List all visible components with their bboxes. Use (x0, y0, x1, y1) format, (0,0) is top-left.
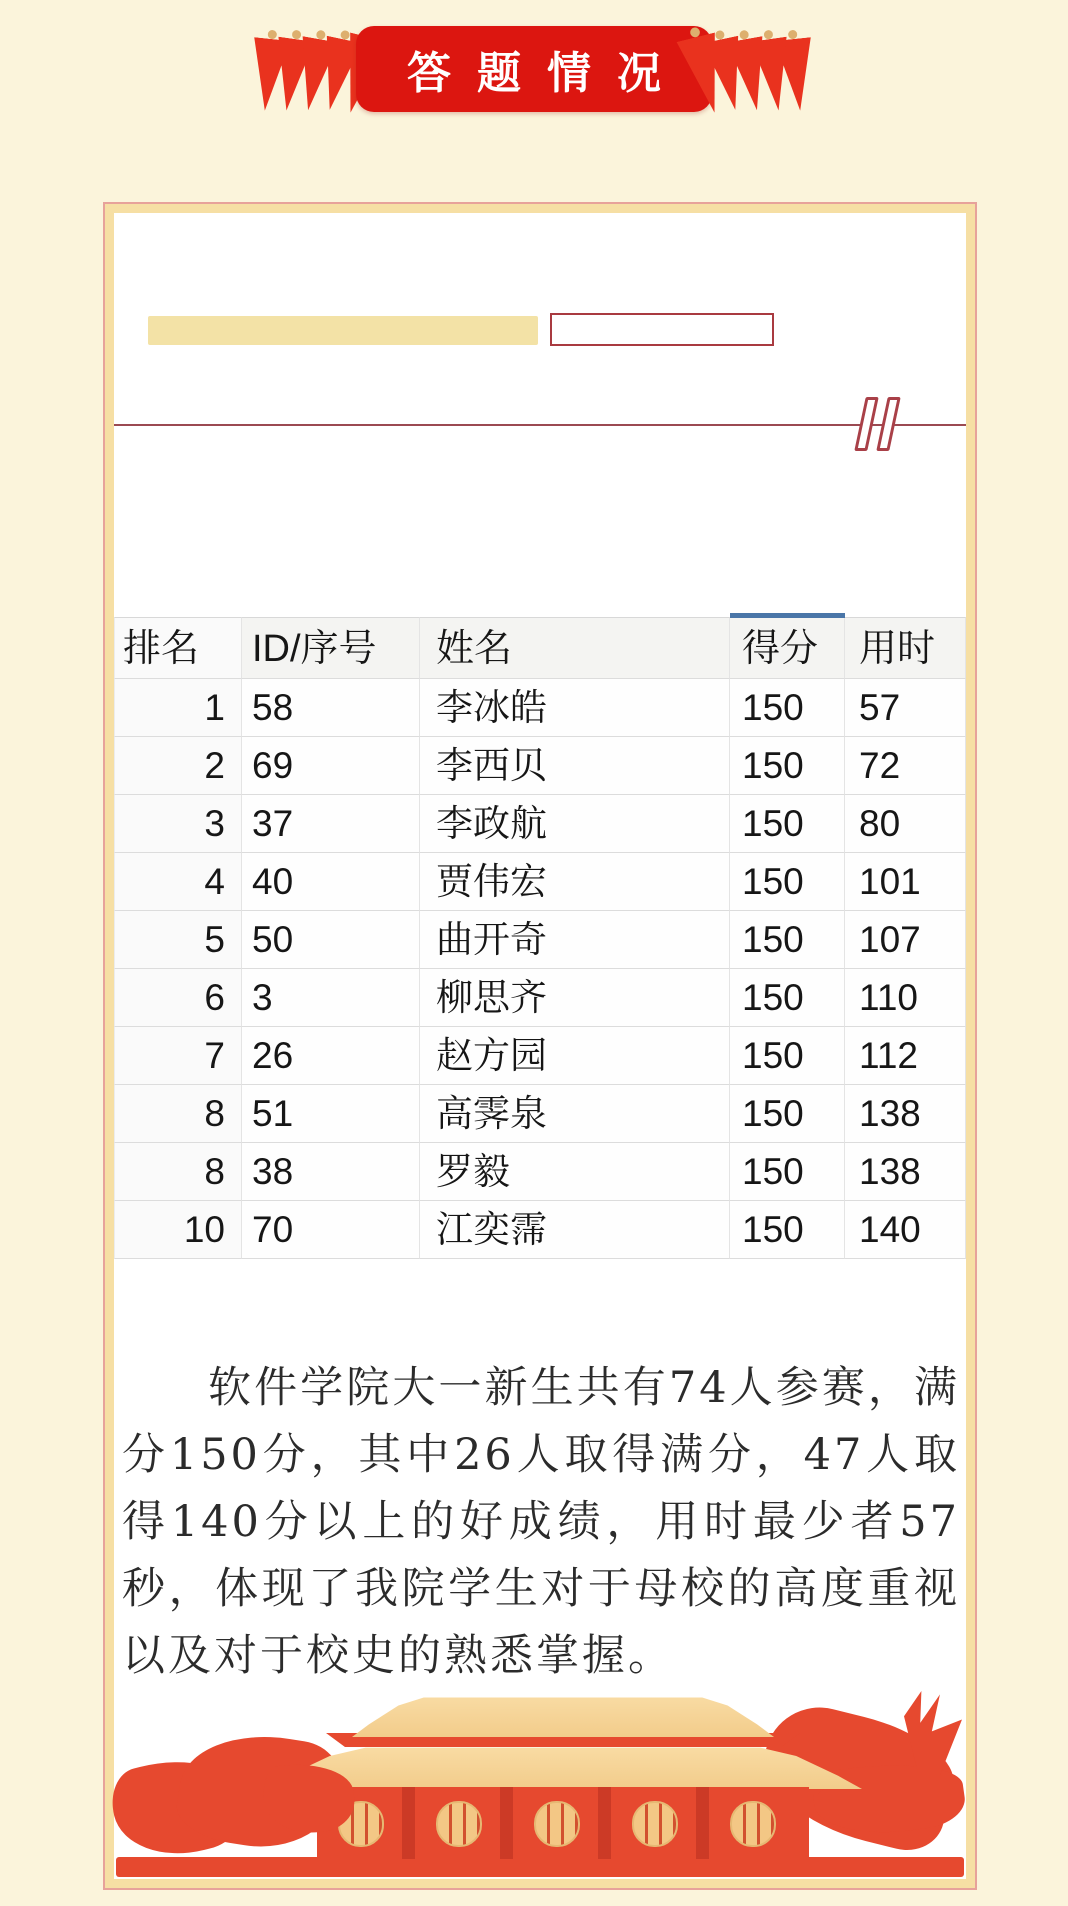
id-cell: 3 (242, 969, 420, 1027)
name-cell: 赵方园 (420, 1027, 730, 1085)
lantern-icon (730, 1801, 776, 1847)
table-row (114, 969, 966, 1027)
table-header-row (114, 617, 966, 679)
rank-cell: 8 (114, 1085, 242, 1143)
table-row (114, 679, 966, 737)
score-cell: 150 (730, 853, 845, 911)
rank-cell: 1 (114, 679, 242, 737)
time-cell: 140 (845, 1201, 966, 1259)
score-cell: 150 (730, 969, 845, 1027)
section-divider-line (114, 424, 966, 426)
pilaster (598, 1787, 611, 1859)
time-cell: 72 (845, 737, 966, 795)
rank-cell: 2 (114, 737, 242, 795)
page-title: 答题情况 (407, 48, 687, 99)
time-cell: 57 (845, 679, 966, 737)
summary-paragraph: 软件学院大一新生共有74人参赛，满分150分，其中26人取得满分，47人取得140分以上的好成绩，用时最少者57秒，体现了我院学生对于母校的高度重视以及对于校史的熟悉掌握。 (122, 1363, 960, 1681)
table-row (114, 1201, 966, 1259)
score-cell: 150 (730, 737, 845, 795)
id-cell: 51 (242, 1085, 420, 1143)
column-header-score: 得分 (730, 617, 845, 679)
content-card (103, 202, 977, 1890)
lantern-icon (534, 1801, 580, 1847)
score-cell: 150 (730, 679, 845, 737)
rank-cell: 6 (114, 969, 242, 1027)
table-row (114, 1085, 966, 1143)
name-cell: 高霁泉 (420, 1085, 730, 1143)
table-row (114, 737, 966, 795)
time-cell: 101 (845, 853, 966, 911)
name-cell: 贾伟宏 (420, 853, 730, 911)
gate-base (116, 1857, 964, 1877)
score-cell: 150 (730, 1201, 845, 1259)
time-cell: 138 (845, 1085, 966, 1143)
id-cell: 50 (242, 911, 420, 969)
title-banner (356, 26, 712, 112)
gate-wall (317, 1787, 809, 1859)
id-cell: 40 (242, 853, 420, 911)
column-header-name: 姓名 (420, 617, 730, 679)
time-cell: 110 (845, 969, 966, 1027)
pilaster (402, 1787, 415, 1859)
pilaster (696, 1787, 709, 1859)
table-row (114, 911, 966, 969)
name-cell: 罗毅 (420, 1143, 730, 1201)
name-cell: 柳思齐 (420, 969, 730, 1027)
rank-cell: 8 (114, 1143, 242, 1201)
table-row (114, 1143, 966, 1201)
rank-cell: 7 (114, 1027, 242, 1085)
score-cell: 150 (730, 1143, 845, 1201)
rank-cell: 3 (114, 795, 242, 853)
id-cell: 26 (242, 1027, 420, 1085)
score-cell: 150 (730, 1027, 845, 1085)
pilaster (500, 1787, 513, 1859)
time-cell: 80 (845, 795, 966, 853)
lower-roof (264, 1745, 862, 1789)
score-cell: 150 (730, 795, 845, 853)
yellow-placeholder-bar (148, 316, 538, 345)
name-cell: 曲开奇 (420, 911, 730, 969)
left-flags-decoration (250, 30, 365, 112)
id-cell: 70 (242, 1201, 420, 1259)
card-inner (114, 213, 966, 1879)
id-cell: 58 (242, 679, 420, 737)
divider-break-icon (852, 397, 912, 453)
table-row (114, 853, 966, 911)
time-cell: 112 (845, 1027, 966, 1085)
table-row (114, 795, 966, 853)
name-cell: 江奕霈 (420, 1201, 730, 1259)
name-cell: 李西贝 (420, 737, 730, 795)
results-table (114, 617, 966, 1259)
lantern-icon (436, 1801, 482, 1847)
score-column-highlight (730, 613, 845, 618)
column-header-id: ID/序号 (242, 617, 420, 679)
upper-roof (352, 1695, 774, 1737)
score-cell: 150 (730, 1085, 845, 1143)
time-cell: 138 (845, 1143, 966, 1201)
table-row (114, 1027, 966, 1085)
score-cell: 150 (730, 911, 845, 969)
column-header-rank: 排名 (114, 617, 242, 679)
rank-cell: 5 (114, 911, 242, 969)
name-cell: 李政航 (420, 795, 730, 853)
column-header-time: 用时 (845, 617, 966, 679)
time-cell: 107 (845, 911, 966, 969)
name-cell: 李冰皓 (420, 679, 730, 737)
rank-cell: 10 (114, 1201, 242, 1259)
id-cell: 37 (242, 795, 420, 853)
lantern-icon (632, 1801, 678, 1847)
gate-illustration (114, 1693, 966, 1879)
table-body (114, 679, 966, 1259)
outlined-placeholder-bar (550, 313, 774, 346)
rank-cell: 4 (114, 853, 242, 911)
id-cell: 69 (242, 737, 420, 795)
right-flags-decoration (700, 30, 815, 112)
id-cell: 38 (242, 1143, 420, 1201)
